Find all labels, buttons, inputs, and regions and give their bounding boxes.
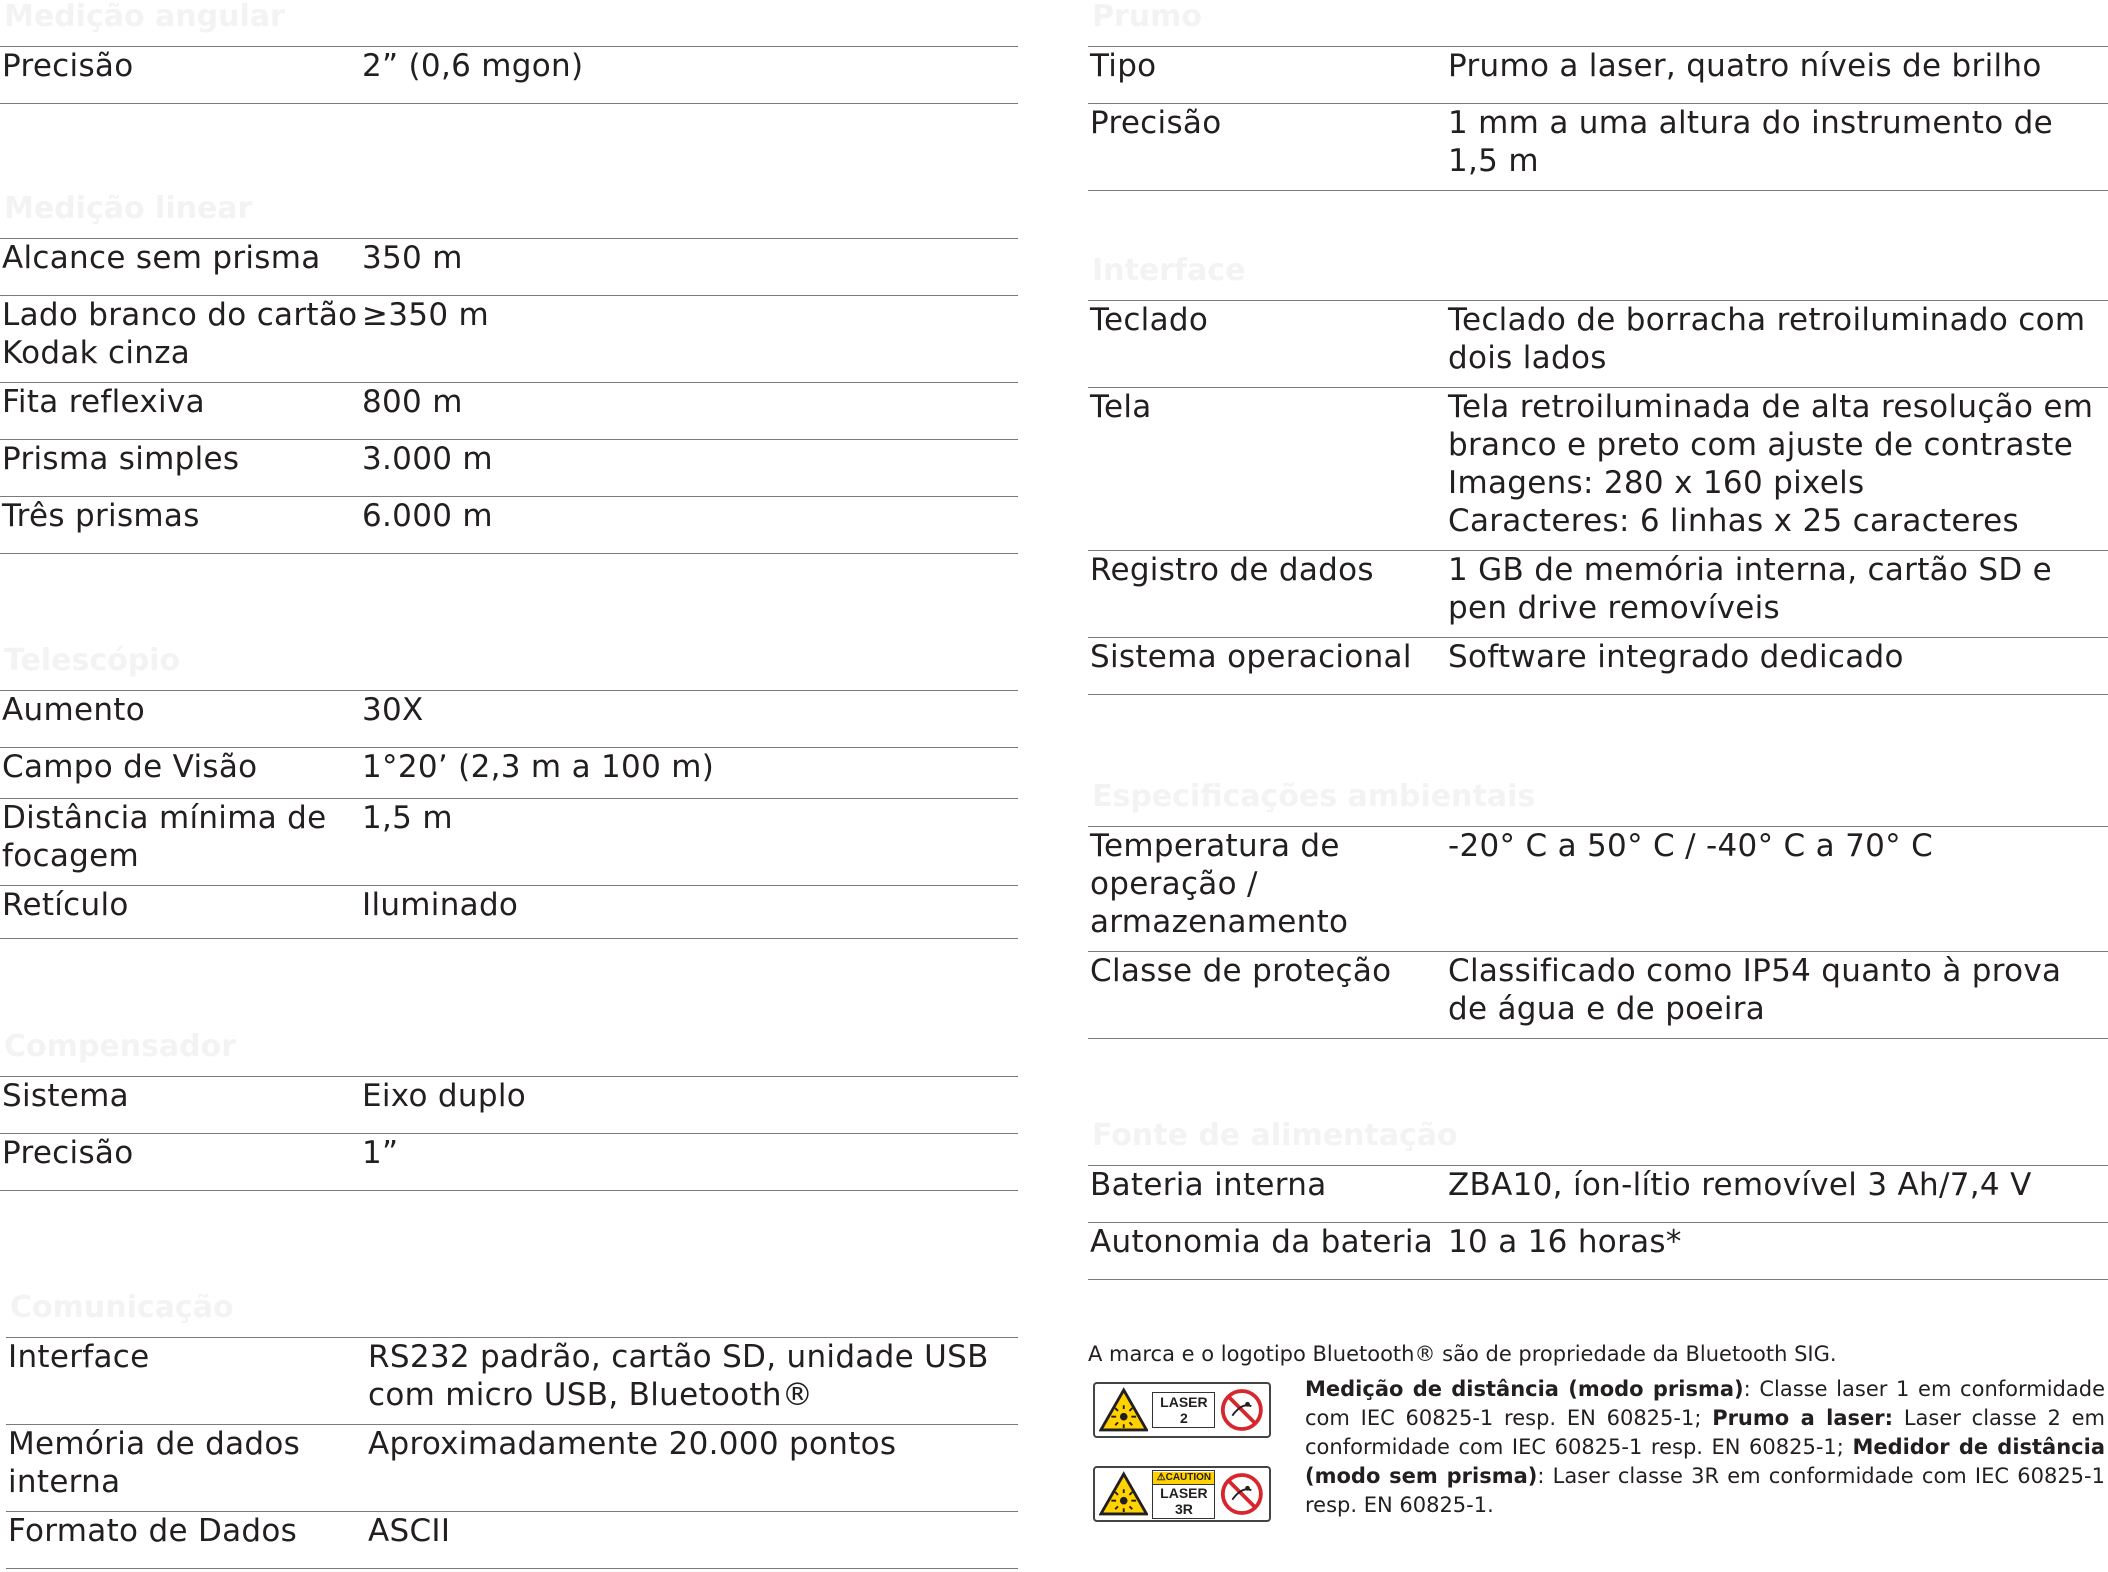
table-row xyxy=(1088,550,2108,637)
spec-table xyxy=(1088,46,2108,191)
caution-banner: ⚠CAUTION xyxy=(1153,1472,1214,1485)
laser-note-text-2: Laser classe 2 em conformidade com IEC 60825-1 resp. EN 60825-1; xyxy=(1305,1406,2105,1459)
spec-value: Tela retroiluminada de alta resolução em branco e preto com ajuste de contraste Imagens: 280 x 160 pixels Caracteres: 6 linhas x 25 caracteres xyxy=(1448,389,2094,539)
laser-class-3r-label xyxy=(1093,1466,1271,1522)
laser-class-line1: LASER xyxy=(1160,1484,1208,1501)
section-title: Telescópio xyxy=(4,644,181,678)
spec-label: Tipo xyxy=(1090,48,1157,84)
spec-value: 1” xyxy=(362,1135,399,1171)
spec-value: -20° C a 50° C / -40° C a 70° C xyxy=(1448,828,1934,864)
spec-label: Teclado xyxy=(1090,302,1209,338)
section-interface xyxy=(1088,254,2108,695)
spec-label: Retículo xyxy=(2,887,129,923)
section-title: Prumo xyxy=(1092,0,1203,34)
table-row xyxy=(0,496,1018,554)
spec-value: 1 GB de memória interna, cartão SD e pen drive removíveis xyxy=(1448,552,2053,626)
spec-value: Prumo a laser, quatro níveis de brilho xyxy=(1448,48,2042,84)
section-title: Fonte de alimentação xyxy=(1092,1119,1458,1153)
laser-note-text-1: : Classe laser 1 em conformidade com IEC 60825-1 resp. EN 60825-1; xyxy=(1305,1377,2105,1430)
spec-table xyxy=(1088,1165,2108,1280)
table-row xyxy=(0,382,1018,439)
spec-value: Classificado como IP54 quanto à prova de água e de poeira xyxy=(1448,953,2062,1027)
laser-note-text-3: : Laser classe 3R em conformidade com IEC 60825-1 resp. EN 60825-1. xyxy=(1305,1464,2105,1517)
section-power-supply xyxy=(1088,1119,2108,1280)
spec-label: Formato de Dados xyxy=(8,1513,298,1549)
spec-label: Alcance sem prisma xyxy=(2,240,321,276)
spec-label: Aumento xyxy=(2,692,145,728)
spec-value: ZBA10, íon-lítio removível 3 Ah/7,4 V xyxy=(1448,1167,2032,1203)
section-title: Interface xyxy=(1092,254,1246,288)
laser-note-bold-3: Medidor de distância (modo sem prisma) xyxy=(1305,1435,2105,1488)
section-telescope xyxy=(0,644,1018,939)
spec-table xyxy=(0,46,1018,104)
laser-note-bold-1: Medição de distância (modo prisma) xyxy=(1305,1377,1744,1401)
spec-label: Bateria interna xyxy=(1090,1167,1327,1203)
table-row xyxy=(0,747,1018,798)
spec-value: 1,5 m xyxy=(362,800,453,836)
laser-class-line1: LASER xyxy=(1160,1394,1208,1410)
spec-label: Fita reflexiva xyxy=(2,384,205,420)
section-distance-measurement xyxy=(0,192,1018,554)
spec-value: 1°20’ (2,3 m a 100 m) xyxy=(362,749,715,785)
table-row xyxy=(0,798,1018,885)
spec-value: Eixo duplo xyxy=(362,1078,526,1114)
spec-value: 1 mm a uma altura do instrumento de 1,5 m xyxy=(1448,105,2053,179)
spec-table xyxy=(6,1337,1018,1569)
table-row xyxy=(1088,387,2108,550)
table-row xyxy=(0,1133,1018,1191)
table-row xyxy=(0,238,1018,295)
spec-table xyxy=(0,690,1018,939)
spec-value: Teclado de borracha retroiluminado com dois lados xyxy=(1448,302,2086,376)
table-row xyxy=(1088,1222,2108,1280)
section-title: Compensador xyxy=(4,1030,237,1064)
table-row xyxy=(1088,1165,2108,1222)
spec-value: 6.000 m xyxy=(362,498,493,534)
section-environmental xyxy=(1088,780,2108,1039)
laser-warning-icon xyxy=(1099,1387,1148,1433)
laser-classification-note xyxy=(1305,1375,2105,1520)
spec-label: Precisão xyxy=(1090,105,1222,141)
table-row xyxy=(1088,951,2108,1039)
spec-table xyxy=(1088,826,2108,1039)
table-row xyxy=(0,46,1018,104)
table-row xyxy=(0,295,1018,382)
spec-label: Precisão xyxy=(2,1135,134,1171)
table-row xyxy=(0,439,1018,496)
spec-value: 10 a 16 horas* xyxy=(1448,1224,1682,1260)
spec-value: 30X xyxy=(362,692,424,728)
laser-note-bold-2: Prumo a laser: xyxy=(1712,1406,1894,1430)
table-row xyxy=(1088,637,2108,695)
section-title: Medição angular xyxy=(4,0,285,34)
spec-label: Interface xyxy=(8,1339,150,1375)
spec-table xyxy=(1088,300,2108,695)
spec-label: Classe de proteção xyxy=(1090,953,1392,989)
bluetooth-trademark-note: A marca e o logotipo Bluetooth® são de propriedade da Bluetooth SIG. xyxy=(1088,1342,1837,1366)
spec-label: Três prismas xyxy=(2,498,200,534)
spec-value: ≥350 m xyxy=(362,297,489,333)
spec-label: Registro de dados xyxy=(1090,552,1374,588)
table-row xyxy=(0,885,1018,939)
spec-value: ASCII xyxy=(368,1513,451,1549)
no-stare-icon xyxy=(1219,1470,1265,1518)
section-communication xyxy=(6,1291,1018,1569)
no-stare-icon xyxy=(1219,1386,1265,1434)
spec-table xyxy=(0,238,1018,554)
spec-label: Temperatura de operação / armazenamento xyxy=(1090,828,1349,940)
laser-class-line2: 3R xyxy=(1174,1500,1193,1517)
table-row xyxy=(1088,300,2108,387)
section-title: Medição linear xyxy=(4,192,253,226)
laser-class-text xyxy=(1152,1392,1215,1428)
table-row xyxy=(6,1511,1018,1569)
table-row xyxy=(1088,826,2108,951)
spec-value: 800 m xyxy=(362,384,463,420)
spec-label: Tela xyxy=(1090,389,1152,425)
spec-label: Campo de Visão xyxy=(2,749,258,785)
table-row xyxy=(1088,103,2108,191)
spec-value: 3.000 m xyxy=(362,441,493,477)
laser-class-2-label xyxy=(1093,1382,1271,1438)
table-row xyxy=(0,1076,1018,1133)
spec-value: RS232 padrão, cartão SD, unidade USB com micro USB, Bluetooth® xyxy=(368,1339,989,1413)
spec-label: Sistema xyxy=(2,1078,129,1114)
section-plummet xyxy=(1088,0,2108,191)
spec-label: Distância mínima de focagem xyxy=(2,800,327,874)
table-row xyxy=(0,690,1018,747)
table-row xyxy=(1088,46,2108,103)
spec-value: Iluminado xyxy=(362,887,519,923)
spec-value: Aproximadamente 20.000 pontos xyxy=(368,1426,897,1462)
spec-value: 2” (0,6 mgon) xyxy=(362,48,584,84)
spec-label: Autonomia da bateria xyxy=(1090,1224,1434,1260)
laser-warning-icon xyxy=(1099,1471,1148,1517)
spec-label: Lado branco do cartão Kodak cinza xyxy=(2,297,358,371)
spec-label: Memória de dados interna xyxy=(8,1426,301,1500)
section-compensator xyxy=(0,1030,1018,1191)
spec-value: 350 m xyxy=(362,240,463,276)
spec-value: Software integrado dedicado xyxy=(1448,639,1904,675)
section-title: Especificações ambientais xyxy=(1092,780,1536,814)
spec-table xyxy=(0,1076,1018,1191)
laser-class-text xyxy=(1152,1470,1215,1519)
table-row xyxy=(6,1337,1018,1424)
table-row xyxy=(6,1424,1018,1511)
spec-label: Sistema operacional xyxy=(1090,639,1412,675)
section-title: Comunicação xyxy=(10,1291,234,1325)
laser-class-line2: 2 xyxy=(1180,1410,1188,1426)
spec-label: Precisão xyxy=(2,48,134,84)
section-angle-measurement xyxy=(0,0,1018,104)
spec-label: Prisma simples xyxy=(2,441,240,477)
